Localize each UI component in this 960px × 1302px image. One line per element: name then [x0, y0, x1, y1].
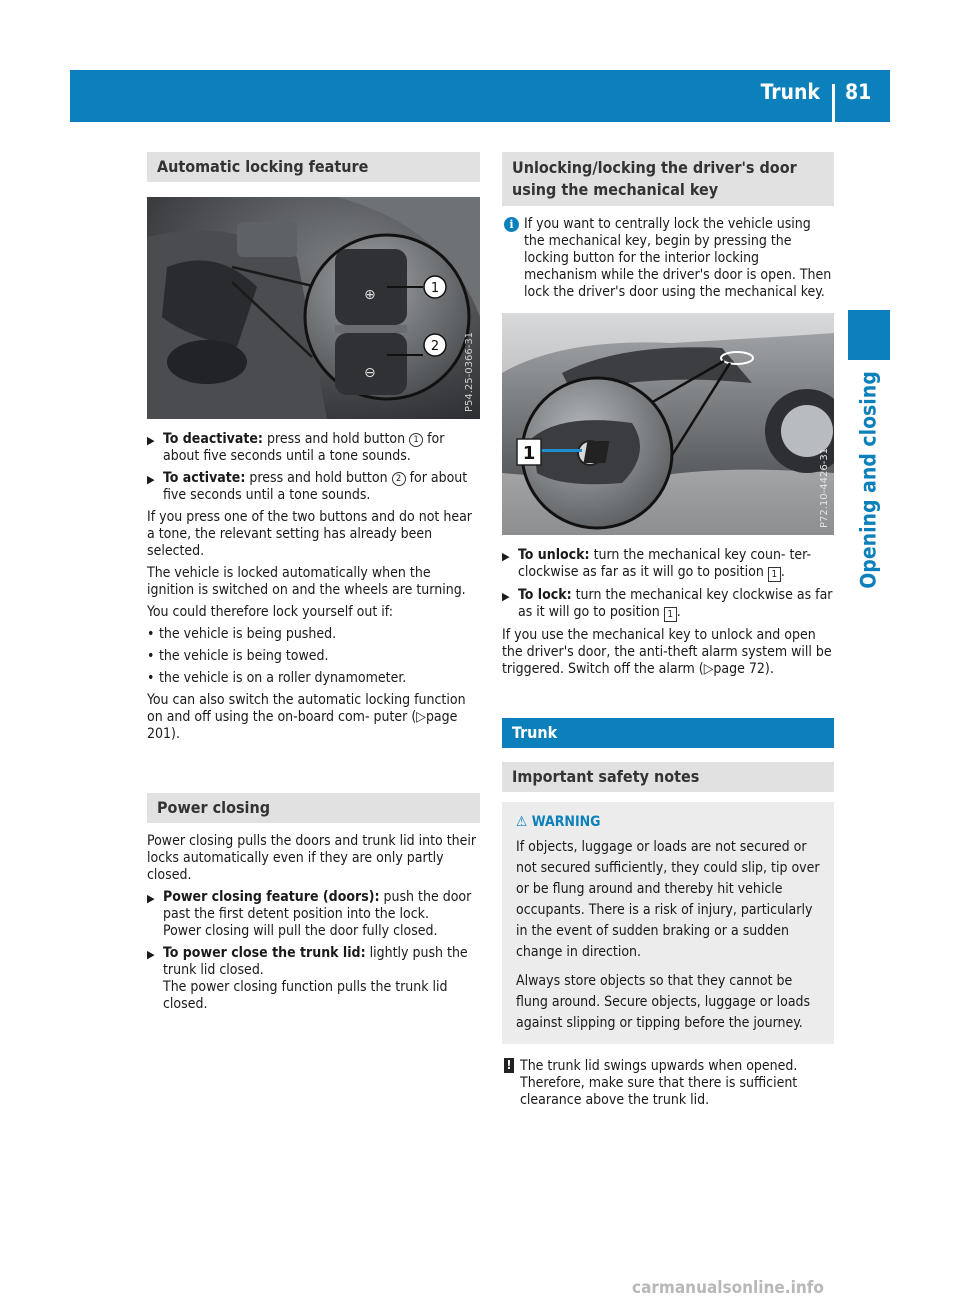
figure-callout-1: 1: [430, 281, 440, 296]
bullet-icon: •: [147, 648, 155, 664]
section-heading-automatic-locking: Automatic locking feature: [147, 152, 480, 182]
warning-header: ⚠ WARNING: [516, 814, 601, 830]
step-arrow-icon: ▶: [502, 550, 510, 563]
caution-exclamation-icon: !: [504, 1058, 514, 1073]
bullet-icon: •: [147, 626, 155, 642]
figure-code-left: P54.25-0366-31: [464, 331, 475, 412]
instruction-step-power-close-doors: ▶ Power closing feature (doors): push the door past the first detent position into the lock. Power closing will pull the door fully closed.: [147, 889, 472, 939]
page-reference-link[interactable]: page 72: [713, 661, 765, 677]
svg-text:⊕: ⊕: [364, 287, 376, 303]
instruction-step-unlock: ▶ To unlock: turn the mechanical key coun- ter-clockwise as far as it will go to position 1 .: [502, 547, 811, 580]
paragraph-power-closing-intro: Power closing pulls the doors and trunk lid into their locks automatically even if they are only partly closed.: [147, 833, 477, 883]
step-arrow-icon: ▶: [147, 473, 155, 486]
instruction-step-power-close-trunk: ▶ To power close the trunk lid: lightly push the trunk lid closed. The power closing function pulls the trunk lid closed.: [147, 945, 468, 1012]
warning-triangle-icon: ⚠: [516, 814, 528, 830]
warning-paragraph-secure: Always store objects so that they cannot be flung around. Secure objects, luggage or loads against slipping or tipping before the journey.: [516, 973, 811, 1031]
page-number: 81: [845, 80, 872, 104]
bullet-icon: •: [147, 670, 155, 686]
section-heading-trunk: Trunk: [502, 718, 834, 748]
warning-box: [502, 802, 834, 1044]
figure-callout-2: 2: [430, 339, 440, 354]
subsection-heading-safety-notes: Important safety notes: [502, 762, 834, 792]
chapter-tab-marker: [848, 310, 890, 360]
footer-watermark: carmanualsonline.info: [632, 1278, 824, 1298]
button-number-badge: 2: [392, 472, 406, 486]
section-heading-mechanical-key: Unlocking/locking the driver's door using the mechanical key: [502, 152, 834, 206]
paragraph-lock-out-warning: You could therefore lock yourself out if:: [147, 604, 393, 620]
button-number-badge: 1: [409, 433, 423, 447]
info-icon: i: [504, 217, 519, 232]
page-ref-arrow-icon: ▷: [416, 709, 426, 725]
instruction-step-lock: ▶ To lock: turn the mechanical key clockwise as far as it will go to position 1 .: [502, 587, 833, 620]
page-header-bar: [70, 70, 890, 122]
list-item: • the vehicle is on a roller dynamometer.: [147, 670, 407, 686]
figure-code-right: P72.10-4426-31: [819, 447, 830, 528]
list-item: • the vehicle is being pushed.: [147, 626, 337, 642]
page-reference-link[interactable]: page 201: [147, 709, 458, 742]
page-header-title: Trunk: [760, 80, 820, 104]
page-ref-arrow-icon: ▷: [703, 661, 714, 677]
warning-paragraph-risk: If objects, luggage or loads are not secured or not secured sufficiently, they could slip, tip over or be flung around and thereby hit vehicle occupants. There is a risk of injury, particularly in the event of sudden braking or a sudden change in direction.: [516, 839, 820, 960]
chapter-tab-label: Opening and closing: [856, 371, 881, 589]
position-number-badge: 1: [664, 607, 677, 622]
caution-note: ! The trunk lid swings upwards when opened. Therefore, make sure that there is sufficient clearance above the trunk lid.: [502, 1058, 834, 1109]
step-arrow-icon: ▶: [147, 434, 155, 447]
step-arrow-icon: ▶: [147, 892, 155, 905]
step-arrow-icon: ▶: [502, 590, 510, 603]
figure-callout-position-1: 1: [522, 443, 536, 464]
section-heading-power-closing: Power closing: [147, 793, 480, 823]
paragraph-onboard-computer: You can also switch the automatic locking function on and off using the on-board com- puter (▷page 201).: [147, 692, 466, 742]
position-number-badge: 1: [768, 567, 781, 582]
left-column: [147, 152, 480, 1018]
info-note: i If you want to centrally lock the vehicle using the mechanical key, begin by pressing the locking button for the interior locking mechanism while the driver's door is open. Then lock the driver's door using the mechanical key.: [502, 216, 834, 301]
door-lock-figure: [502, 313, 834, 535]
list-item: • the vehicle is being towed.: [147, 648, 329, 664]
instruction-step-activate: ▶ To activate: press and hold button 2 for about five seconds until a tone sounds.: [147, 470, 468, 503]
instruction-step-deactivate: ▶ To deactivate: press and hold button 1 for about five seconds until a tone sounds.: [147, 431, 445, 464]
door-button-figure: [147, 197, 480, 419]
car-door-photo-illustration: [502, 313, 834, 535]
paragraph-anti-theft-alarm: If you use the mechanical key to unlock and open the driver's door, the anti-theft alarm system will be triggered. Switch off the alarm (▷page 72).: [502, 627, 832, 677]
svg-text:⊖: ⊖: [364, 365, 376, 381]
header-separator: [832, 84, 835, 122]
right-column: [502, 152, 834, 1109]
door-button-photo-illustration: [147, 197, 480, 419]
paragraph-already-selected: If you press one of the two buttons and do not hear a tone, the relevant setting has already been selected.: [147, 509, 472, 559]
step-arrow-icon: ▶: [147, 948, 155, 961]
paragraph-auto-lock-condition: The vehicle is locked automatically when the ignition is switched on and the wheels are turning.: [147, 565, 466, 598]
